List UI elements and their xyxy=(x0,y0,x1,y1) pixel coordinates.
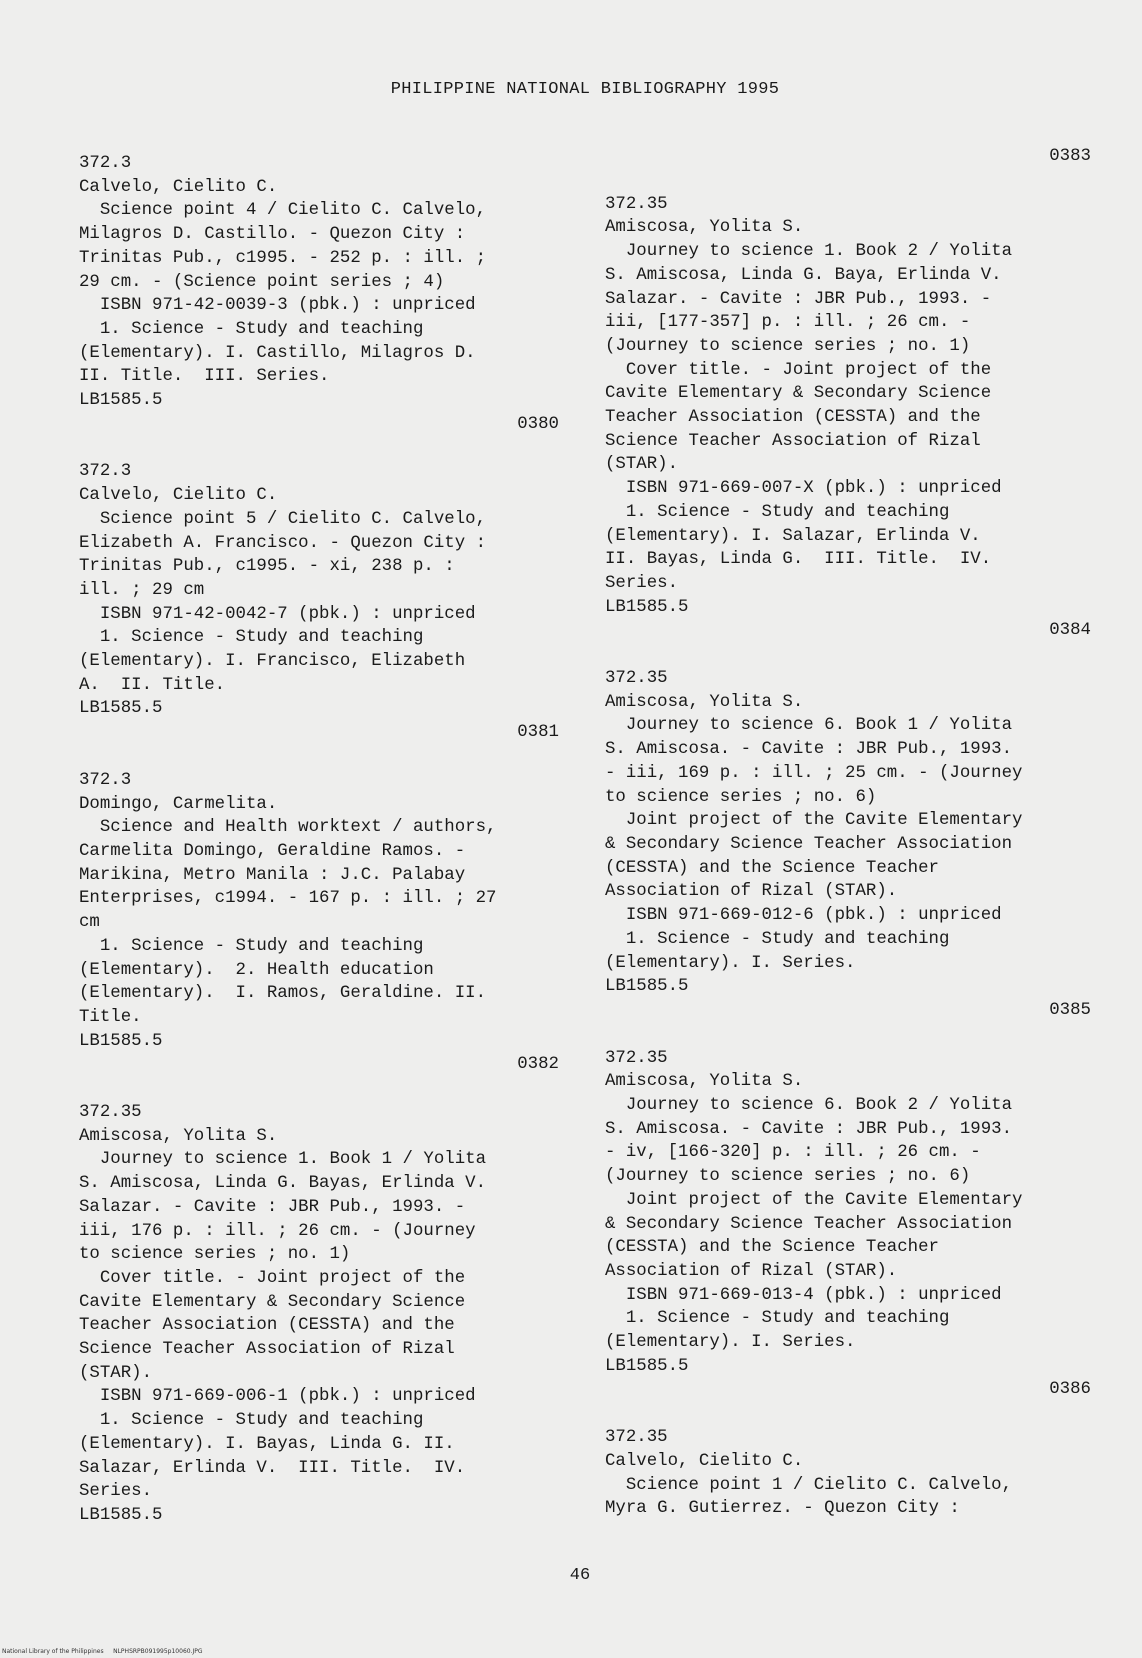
entry-line: Amiscosa, Yolita S. xyxy=(605,692,804,712)
entry-line: (STAR). xyxy=(79,1363,153,1383)
entry-line: Amiscosa, Yolita S. xyxy=(605,1072,804,1092)
entry-line: (Elementary). I. Series. xyxy=(605,1333,856,1353)
entry-line: & Secondary Science Teacher Association xyxy=(605,834,1013,854)
entry-line: LB1585.5 xyxy=(79,699,163,719)
entry-line: Cover title. - Joint project of the xyxy=(605,360,992,380)
call-number: 372.35 xyxy=(605,1048,668,1068)
entry-line: (STAR). xyxy=(605,455,679,475)
entry-line: to science series ; no. 1) xyxy=(79,1245,351,1265)
control-number: 0384 xyxy=(1049,621,1091,641)
page-number: 46 xyxy=(569,1566,591,1585)
entry-line: 1. Science - Study and teaching xyxy=(605,929,950,949)
control-number: 0385 xyxy=(1049,1000,1091,1020)
call-number: 372.35 xyxy=(79,1103,142,1123)
entry-line: Milagros D. Castillo. - Quezon City : xyxy=(79,225,466,245)
entry-line: Journey to science 1. Book 1 / Yolita xyxy=(79,1150,487,1170)
bibliography-entry xyxy=(79,1101,559,1528)
entry-line: S. Amiscosa, Linda G. Bayas, Erlinda V. xyxy=(79,1174,487,1194)
entry-line: S. Amiscosa. - Cavite : JBR Pub., 1993. xyxy=(605,1119,1013,1139)
entry-line: (Elementary). I. Francisco, Elizabeth xyxy=(79,652,466,672)
entry-line: Calvelo, Cielito C. xyxy=(605,1451,804,1471)
entry-line: Calvelo, Cielito C. xyxy=(79,177,278,197)
control-number: 0380 xyxy=(517,414,559,434)
entry-line: 1. Science - Study and teaching xyxy=(79,628,424,648)
entry-line: ISBN 971-669-012-6 (pbk.) : unpriced xyxy=(605,906,1002,926)
entry-line: Domingo, Carmelita. xyxy=(79,794,278,814)
left-column xyxy=(79,152,559,1528)
entry-line: Salazar. - Cavite : JBR Pub., 1993. - xyxy=(79,1197,466,1217)
entry-line: Science Teacher Association of Rizal xyxy=(79,1340,455,1360)
entry-line: Science point 1 / Cielito C. Calvelo, xyxy=(605,1475,1013,1495)
entry-line: Association of Rizal (STAR). xyxy=(605,1261,898,1281)
entry-line: ill. ; 29 cm xyxy=(79,580,205,600)
entry-line: II. Bayas, Linda G. III. Title. IV. xyxy=(605,550,992,570)
entry-line: Science Teacher Association of Rizal xyxy=(605,431,981,451)
entry-line: to science series ; no. 6) xyxy=(605,787,877,807)
entry-line: (Elementary). I. Bayas, Linda G. II. xyxy=(79,1434,455,1454)
entry-line: iii, 176 p. : ill. ; 26 cm. - (Journey xyxy=(79,1221,476,1241)
entry-line: ISBN 971-669-013-4 (pbk.) : unpriced xyxy=(605,1285,1002,1305)
control-number: 0383 xyxy=(1049,147,1091,166)
entry-line: Series. xyxy=(79,1482,153,1502)
entry-line: Trinitas Pub., c1995. - 252 p. : ill. ; xyxy=(79,248,487,268)
entry-line: (Elementary). I. Ramos, Geraldine. II. xyxy=(79,984,487,1004)
entry-line: - iv, [166-320] p. : ill. ; 26 cm. - xyxy=(605,1143,981,1163)
control-number: 0382 xyxy=(517,1055,559,1075)
control-number: 0381 xyxy=(517,723,559,743)
entry-line: 1. Science - Study and teaching xyxy=(79,1411,424,1431)
entry-line: Salazar. - Cavite : JBR Pub., 1993. - xyxy=(605,289,992,309)
bibliography-entry xyxy=(79,460,559,744)
entry-line: cm xyxy=(79,913,100,933)
entry-line: Joint project of the Cavite Elementary xyxy=(605,811,1023,831)
entry-line: (CESSTA) and the Science Teacher xyxy=(605,858,939,878)
bibliography-entry xyxy=(79,152,559,436)
entry-line: Enterprises, c1994. - 167 p. : ill. ; 27 xyxy=(79,889,497,909)
call-number: 372.3 xyxy=(79,770,132,790)
entry-line: & Secondary Science Teacher Association xyxy=(605,1214,1013,1234)
entry-line: Science and Health worktext / authors, xyxy=(79,818,497,838)
entry-line: S. Amiscosa, Linda G. Baya, Erlinda V. xyxy=(605,265,1002,285)
entry-line: LB1585.5 xyxy=(79,391,163,411)
entry-line: LB1585.5 xyxy=(605,977,689,997)
entry-line: (Elementary). I. Series. xyxy=(605,953,856,973)
entry-line: LB1585.5 xyxy=(605,1356,689,1376)
entry-line: Association of Rizal (STAR). xyxy=(605,882,898,902)
entry-line: ISBN 971-42-0042-7 (pbk.) : unpriced xyxy=(79,604,476,624)
entry-line: II. Title. III. Series. xyxy=(79,367,330,387)
entry-line: (Journey to science series ; no. 6) xyxy=(605,1167,971,1187)
entry-line: (Elementary). I. Salazar, Erlinda V. xyxy=(605,526,981,546)
entry-line: Science point 4 / Cielito C. Calvelo, xyxy=(79,201,487,221)
entry-line: LB1585.5 xyxy=(605,597,689,617)
entry-line: S. Amiscosa. - Cavite : JBR Pub., 1993. xyxy=(605,740,1013,760)
entry-line: Amiscosa, Yolita S. xyxy=(605,218,804,238)
page-title: PHILIPPINE NATIONAL BIBLIOGRAPHY 1995 xyxy=(390,80,780,99)
entry-line: Title. xyxy=(79,1007,142,1027)
bibliography-entry xyxy=(605,145,1091,169)
entry-line: ISBN 971-42-0039-3 (pbk.) : unpriced xyxy=(79,296,476,316)
entry-line: Cavite Elementary & Secondary Science xyxy=(79,1292,466,1312)
entry-line: Science point 5 / Cielito C. Calvelo, xyxy=(79,509,487,529)
entry-line: ISBN 971-669-006-1 (pbk.) : unpriced xyxy=(79,1387,476,1407)
entry-line: Elizabeth A. Francisco. - Quezon City : xyxy=(79,533,487,553)
entry-line: Myra G. Gutierrez. - Quezon City : xyxy=(605,1499,960,1519)
entry-line: Teacher Association (CESSTA) and the xyxy=(605,408,981,428)
entry-line: ISBN 971-669-007-X (pbk.) : unpriced xyxy=(605,479,1002,499)
entry-line: Cover title. - Joint project of the xyxy=(79,1268,466,1288)
right-column xyxy=(605,145,1091,1521)
entry-line: Journey to science 1. Book 2 / Yolita xyxy=(605,242,1013,262)
entry-line: Journey to science 6. Book 1 / Yolita xyxy=(605,716,1013,736)
entry-line: 1. Science - Study and teaching xyxy=(605,1309,950,1329)
entry-line: Joint project of the Cavite Elementary xyxy=(605,1190,1023,1210)
entry-line: Journey to science 6. Book 2 / Yolita xyxy=(605,1096,1013,1116)
entry-line: Cavite Elementary & Secondary Science xyxy=(605,384,992,404)
entry-line: 29 cm. - (Science point series ; 4) xyxy=(79,272,445,292)
entry-line: (CESSTA) and the Science Teacher xyxy=(605,1238,939,1258)
entry-line: LB1585.5 xyxy=(79,1505,163,1525)
entry-line: A. II. Title. xyxy=(79,675,226,695)
entry-line: iii, [177-357] p. : ill. ; 26 cm. - xyxy=(605,313,971,333)
entry-line: Trinitas Pub., c1995. - xi, 238 p. : xyxy=(79,557,455,577)
entry-line: (Elementary). I. Castillo, Milagros D. xyxy=(79,343,476,363)
bibliography-entry xyxy=(605,1047,1091,1403)
entry-line: LB1585.5 xyxy=(79,1031,163,1051)
entry-line: (Journey to science series ; no. 1) xyxy=(605,336,971,356)
bibliography-entry xyxy=(605,1426,1091,1521)
entry-line: - iii, 169 p. : ill. ; 25 cm. - (Journey xyxy=(605,763,1023,783)
bibliography-entry xyxy=(79,769,559,1077)
control-number: 0386 xyxy=(1049,1380,1091,1400)
entry-line: 1. Science - Study and teaching xyxy=(79,936,424,956)
entry-line: Carmelita Domingo, Geraldine Ramos. - xyxy=(79,841,466,861)
entry-line: Marikina, Metro Manila : J.C. Palabay xyxy=(79,865,466,885)
call-number: 372.3 xyxy=(79,462,132,482)
entry-line: Amiscosa, Yolita S. xyxy=(79,1126,278,1146)
call-number: 372.3 xyxy=(79,154,132,173)
entry-line: Calvelo, Cielito C. xyxy=(79,486,278,506)
entry-line: 1. Science - Study and teaching xyxy=(605,502,950,522)
bibliography-entry xyxy=(605,193,1091,643)
call-number: 372.35 xyxy=(605,194,668,214)
entry-line: (Elementary). 2. Health education xyxy=(79,960,434,980)
scan-footer: National Library of the Philippines NLPHSRPB091995p10060.JPG xyxy=(2,1648,203,1655)
entry-line: Salazar, Erlinda V. III. Title. IV. xyxy=(79,1458,466,1478)
entry-line: Teacher Association (CESSTA) and the xyxy=(79,1316,455,1336)
entry-line: 1. Science - Study and teaching xyxy=(79,319,424,339)
call-number: 372.35 xyxy=(605,669,668,689)
entry-line: Series. xyxy=(605,573,679,593)
bibliography-entry xyxy=(605,667,1091,1023)
call-number: 372.35 xyxy=(605,1428,668,1448)
